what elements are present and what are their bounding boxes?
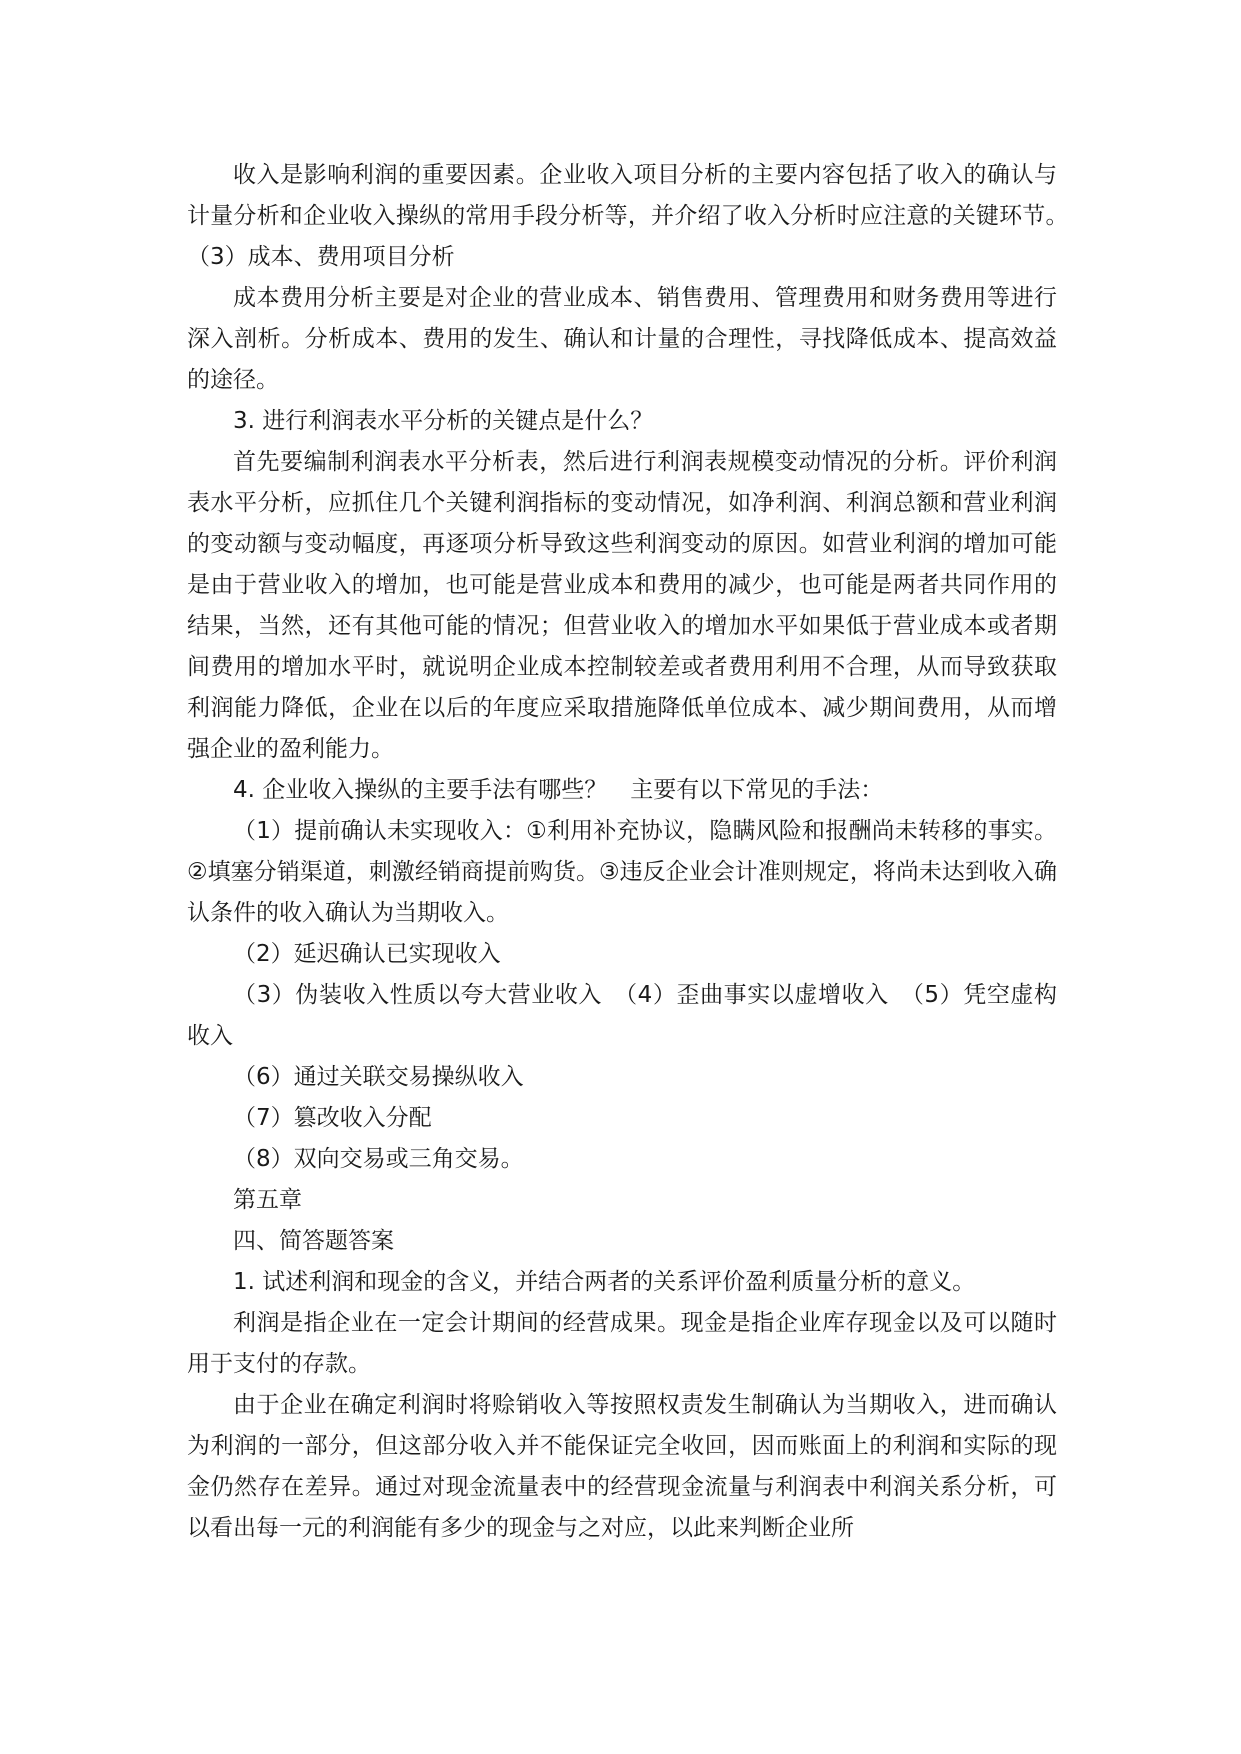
paragraph-revenue-intro: 收入是影响利润的重要因素。企业收入项目分析的主要内容包括了收入的确认与计量分析和企业收入操纵的常用手段分析等，并介绍了收入分析时应注意的关键环节。 （3）成本、费用项目分析 <box>187 162 1080 270</box>
list-item-7: （7）篡改收入分配 <box>233 1105 432 1131</box>
paragraph-cost-analysis: 成本费用分析主要是对企业的营业成本、销售费用、管理费用和财务费用等进行深入剖析。分析成本、费用的发生、确认和计量的合理性，寻找降低成本、提高效益的途径。 <box>187 285 1057 393</box>
list-item-6: （6）通过关联交易操纵收入 <box>233 1064 524 1090</box>
document-body <box>187 155 1080 1549</box>
question-3: 3. 进行利润表水平分析的关键点是什么？ <box>233 408 654 434</box>
answer-1-definitions: 利润是指企业在一定会计期间的经营成果。现金是指企业库存现金以及可以随时用于支付的存款。 <box>187 1310 1057 1377</box>
list-item-3-5: （3）伪装收入性质以夸大营业收入 （4）歪曲事实以虚增收入 （5）凭空虚构收入 <box>187 982 1057 1049</box>
section-heading: 四、简答题答案 <box>233 1228 394 1254</box>
list-item-1: （1）提前确认未实现收入：①利用补充协议，隐瞒风险和报酬尚未转移的事实。②填塞分销渠道，刺激经销商提前购货。③违反企业会计准则规定，将尚未达到收入确认条件的收入确认为当期收入。 <box>187 818 1057 926</box>
answer-1-explanation: 由于企业在确定利润时将赊销收入等按照权责发生制确认为当期收入，进而确认为利润的一部分，但这部分收入并不能保证完全收回，因而账面上的利润和实际的现金仍然存在差异。通过对现金流量表中的经营现金流量与利润表中利润关系分析，可以看出每一元的利润能有多少的现金与之对应，以此来判断企业所 <box>187 1392 1057 1541</box>
answer-3: 首先要编制利润表水平分析表，然后进行利润表规模变动情况的分析。评价利润表水平分析，应抓住几个关键利润指标的变动情况，如净利润、利润总额和营业利润的变动额与变动幅度，再逐项分析导致这些利润变动的原因。如营业利润的增加可能是由于营业收入的增加，也可能是营业成本和费用的减少，也可能是两者共同作用的结果，当然，还有其他可能的情况；但营业收入的增加水平如果低于营业成本或者期间费用的增加水平时，就说明企业成本控制较差或者费用利用不合理，从而导致获取利润能力降低，企业在以后的年度应采取措施降低单位成本、减少期间费用，从而增强企业的盈利能力。 <box>187 449 1057 762</box>
list-item-2: （2）延迟确认已实现收入 <box>233 941 501 967</box>
chapter-heading: 第五章 <box>233 1187 302 1213</box>
list-item-8: （8）双向交易或三角交易。 <box>233 1146 524 1172</box>
question-4: 4. 企业收入操纵的主要手法有哪些？ 主要有以下常见的手法： <box>233 777 884 803</box>
question-1: 1. 试述利润和现金的含义，并结合两者的关系评价盈利质量分析的意义。 <box>233 1269 976 1295</box>
